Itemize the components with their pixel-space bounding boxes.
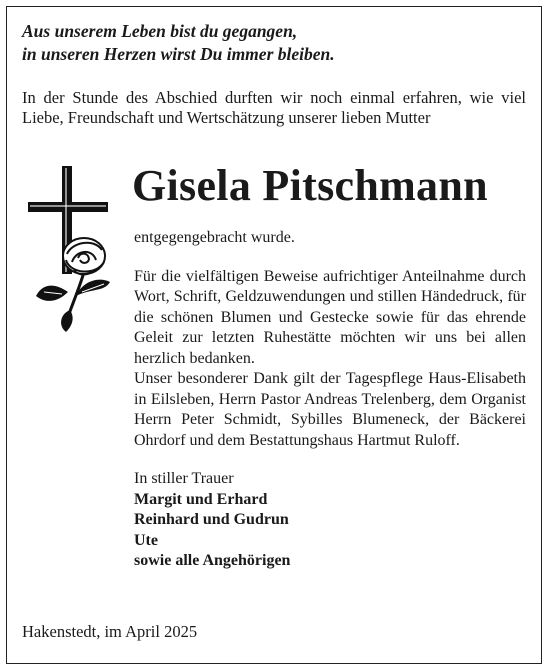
intro-text: In der Stunde des Abschied durften wir noch einmal erfahren, wie viel Liebe, Freundschaft und Wertschätzung unserer lieben Mutter xyxy=(22,88,526,127)
signer-3: Ute xyxy=(134,531,158,549)
special-thanks-paragraph: Unser besonderer Dank gilt der Tagespflege Haus-Elisabeth in Eilsleben, Herrn Pastor Andreas Trelenberg, dem Organist Herrn Peter Schmidt, Sybilles Blumeneck, der Bäckerei Ohrdorf und dem Bestattungshaus Hartmut Ruloff. xyxy=(134,370,526,449)
mourning-intro: In stiller Trauer xyxy=(134,470,234,487)
deceased-name: Gisela Pitschmann xyxy=(132,161,488,210)
motto-line-1: Aus unserem Leben bist du gegangen, xyxy=(22,21,298,41)
thanks-paragraph: Für die vielfältigen Beweise aufrichtiger Anteilnahme durch Wort, Schrift, Geldzuwendungen und stillen Händedruck, für die schönen Blumen und Gestecke sowie für das ehrende Geleit zur letzten Ruhestätte möchten wir uns bei allen herzlich bedanken. xyxy=(134,267,526,367)
cross-with-rose-icon xyxy=(22,164,122,334)
main-text xyxy=(134,228,526,572)
motto-line-2: in unseren Herzen wirst Du immer bleiben. xyxy=(22,44,335,64)
signer-1: Margit und Erhard xyxy=(134,490,268,508)
signer-4: sowie alle Angehörigen xyxy=(134,552,291,569)
signer-2: Reinhard und Gudrun xyxy=(134,511,289,528)
after-name-text: entgegengebracht wurde. xyxy=(134,229,295,246)
signers-list xyxy=(134,490,526,572)
memorial-motto xyxy=(22,20,532,66)
place-date: Hakenstedt, im April 2025 xyxy=(22,622,198,641)
